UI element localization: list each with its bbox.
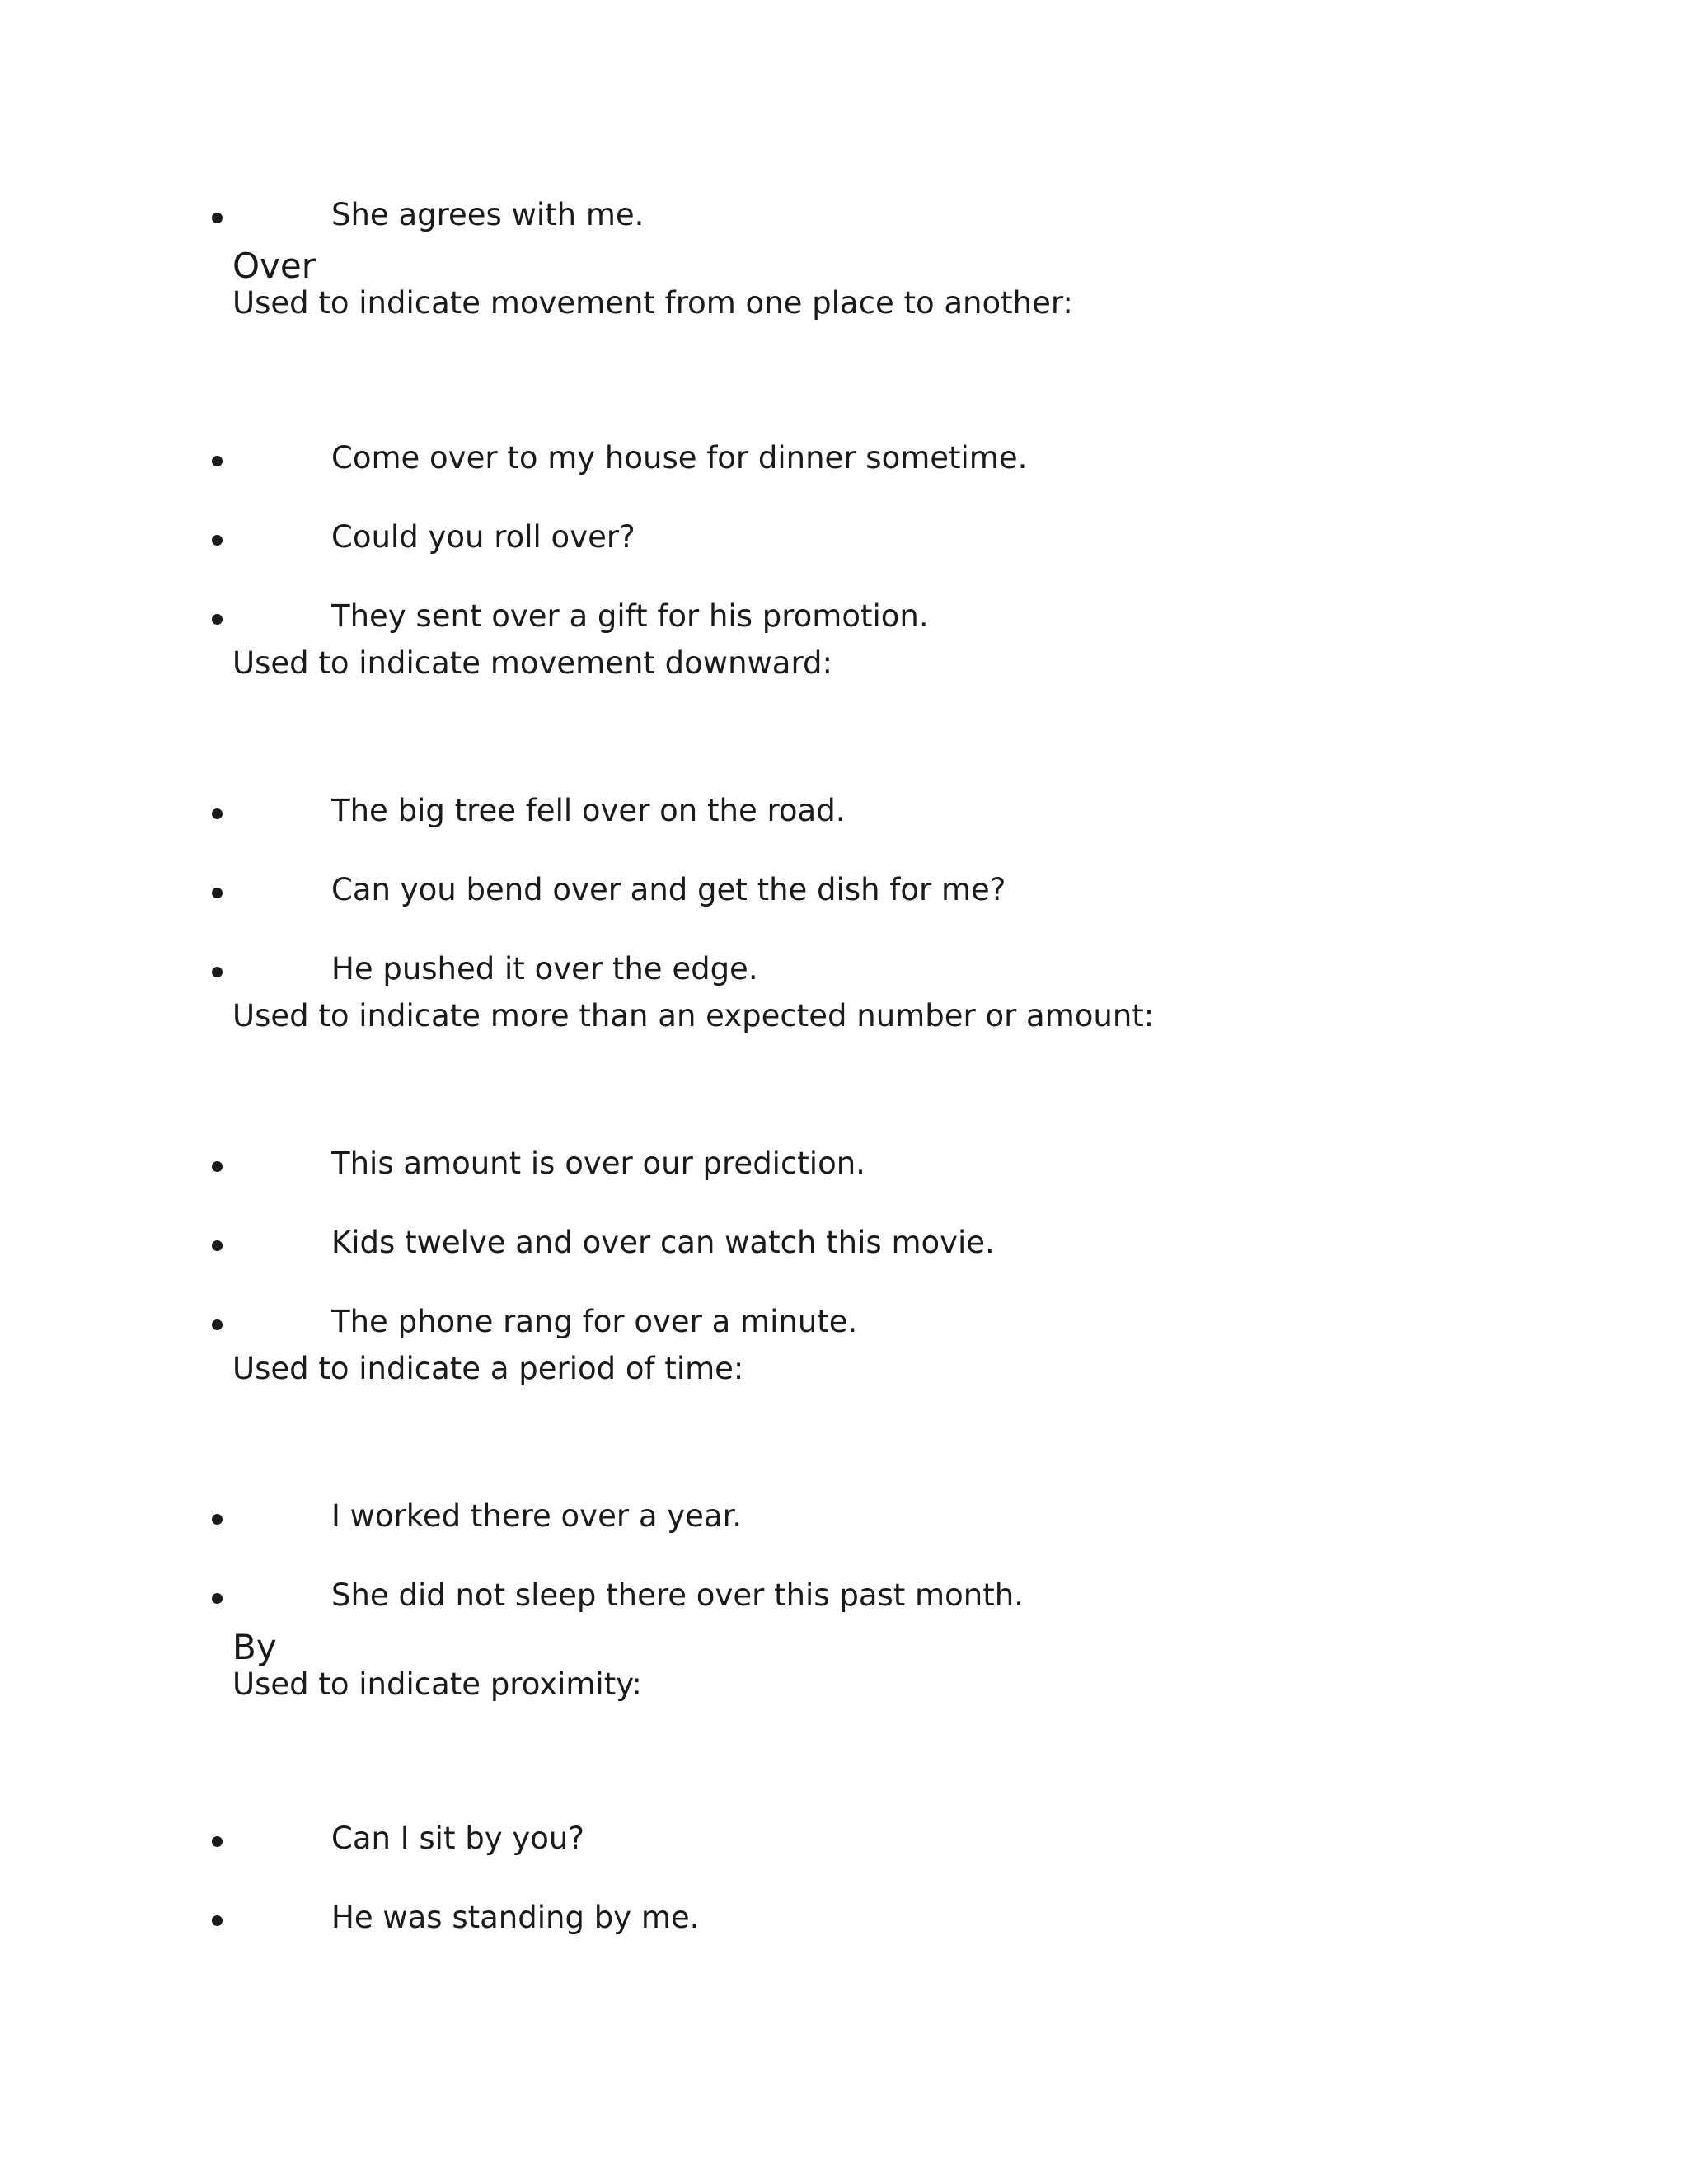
list-item-text: Can I sit by you? [331,1821,584,1856]
list-item-text: She did not sleep there over this past month. [331,1577,1024,1613]
list-item-text: The big tree fell over on the road. [331,793,846,828]
list-item [0,869,1688,919]
bullet-icon [212,1593,223,1604]
bullet-icon [212,1915,223,1926]
bullet-icon [212,1240,223,1251]
list-item [0,517,1688,566]
list-item [0,1143,1688,1193]
section-heading-by: By [232,1627,277,1667]
list-item-text: He was standing by me. [331,1900,700,1935]
bullet-icon [212,213,223,223]
list-item [0,1897,1688,1947]
bullet-icon [212,967,223,977]
usage-description: Used to indicate proximity: [232,1666,642,1702]
usage-description: Used to indicate a period of time: [232,1351,744,1386]
list-item [0,438,1688,487]
bullet-icon [212,1161,223,1172]
list-item-text: Could you roll over? [331,519,635,555]
list-item [0,596,1688,645]
bullet-icon [212,888,223,898]
bullet-icon [212,1836,223,1847]
usage-description: Used to indicate movement downward: [232,645,832,681]
bullet-icon [212,1514,223,1525]
list-item [0,1496,1688,1545]
bullet-icon [212,456,223,466]
list-item-text: I worked there over a year. [331,1498,743,1534]
list-item [0,790,1688,840]
list-item [0,194,1688,244]
list-item [0,1575,1688,1624]
list-item-text: He pushed it over the edge. [331,951,758,987]
list-item [0,949,1688,998]
bullet-icon [212,808,223,819]
list-item [0,1818,1688,1868]
list-item-text: This amount is over our prediction. [331,1146,865,1181]
usage-description: Used to indicate more than an expected number or amount: [232,998,1155,1033]
list-item-text: Kids twelve and over can watch this movie. [331,1225,995,1260]
bullet-icon [212,614,223,625]
list-item [0,1301,1688,1351]
bullet-icon [212,1319,223,1330]
bullet-icon [212,535,223,546]
usage-description: Used to indicate movement from one place to another: [232,285,1073,321]
list-item-text: They sent over a gift for his promotion. [331,598,929,634]
list-item-text: She agrees with me. [331,197,645,232]
list-item-text: Can you bend over and get the dish for me? [331,872,1006,907]
list-item [0,1222,1688,1272]
list-item-text: Come over to my house for dinner sometime. [331,440,1028,476]
list-item-text: The phone rang for over a minute. [331,1304,858,1339]
section-heading-over: Over [232,246,316,286]
